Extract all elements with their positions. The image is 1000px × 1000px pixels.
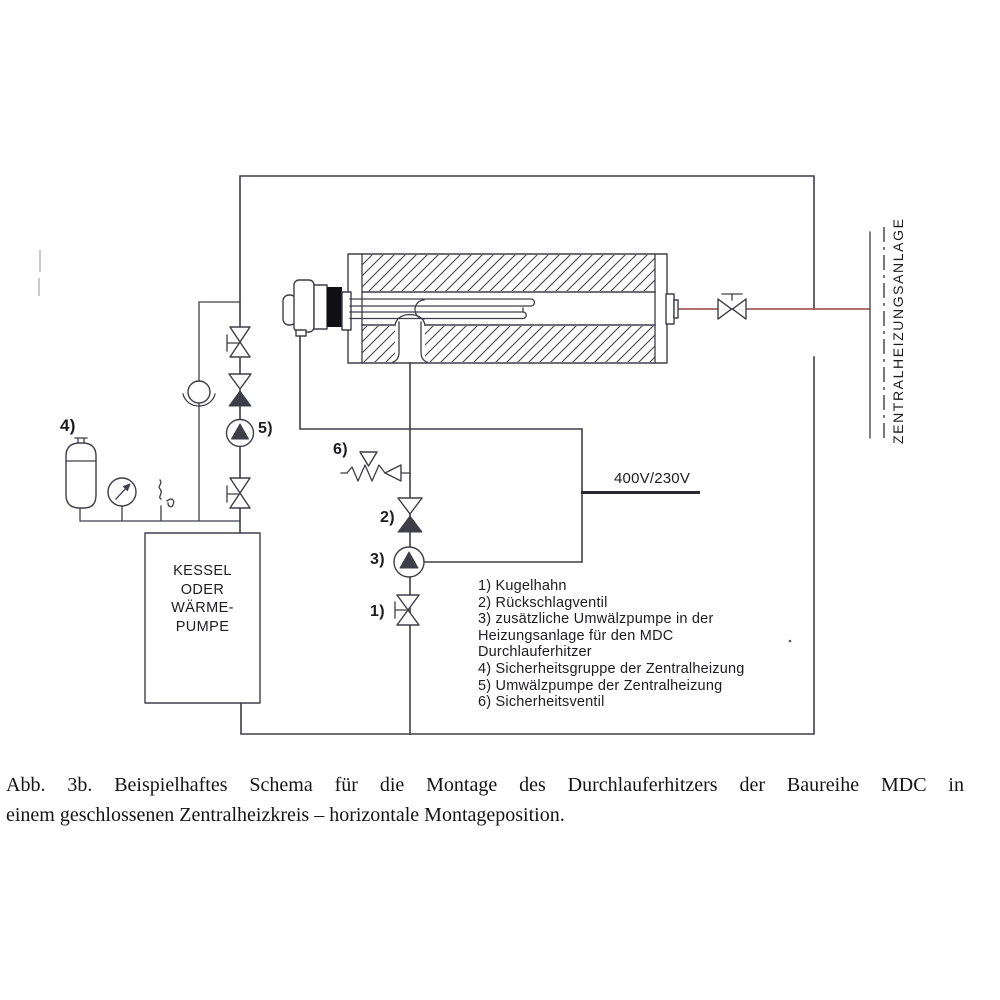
kessel-label-line: PUMPE [175, 618, 230, 635]
callout-1: 1) [370, 603, 385, 620]
kessel-label-line: ODER [180, 581, 225, 598]
zentral-boundary [870, 227, 884, 443]
legend-line: Durchlauferhitzer [478, 644, 592, 661]
legend-line: 5) Umwälzpumpe der Zentralheizung [478, 677, 723, 694]
gland-black-band [327, 287, 342, 327]
legend [478, 578, 745, 711]
safety-valve-6 [341, 452, 410, 481]
legend-line: 1) Kugelhahn [478, 578, 567, 594]
pump-3 [394, 547, 424, 577]
zentral-label: ZENTRALHEIZUNGSANLAGE [890, 217, 906, 444]
outlet-fitting [666, 294, 678, 324]
heater-insulation-bottom-left [362, 326, 395, 362]
funnel-symbol [183, 381, 215, 406]
ball-valve-riser-top [227, 327, 250, 357]
legend-line: 3) zusätzliche Umwälzpumpe in der [478, 611, 714, 628]
callout-6: 6) [333, 441, 348, 458]
power-label: 400V/230V [614, 470, 691, 487]
kessel-label-line: KESSEL [173, 563, 232, 579]
heater-insulation-bottom-right [425, 326, 655, 362]
ball-valve-outlet [718, 294, 746, 319]
safety-group [66, 438, 174, 508]
legend-line: Heizungsanlage für den MDC [478, 627, 674, 644]
legend-line: 6) Sicherheitsventil [478, 694, 605, 711]
pressure-gauge [108, 478, 136, 506]
callout-5: 5) [258, 420, 273, 437]
heater-unit [283, 254, 678, 363]
callout-4: 4) [60, 416, 76, 435]
power-cable [300, 332, 700, 562]
pump-5 [227, 420, 254, 447]
ball-valve-1 [395, 595, 419, 625]
callout-2: 2) [380, 509, 395, 526]
legend-line: 4) Sicherheitsgruppe der Zentralheizung [478, 660, 745, 677]
electric-gland [283, 280, 351, 336]
ball-valve-riser-bottom [227, 478, 250, 508]
kessel-label [145, 562, 260, 636]
figure-caption-line1: Abb. 3b. Beispielhaftes Schema für die Montage des Durchlauferhitzers der Baureihe MDC in [6, 774, 964, 796]
heater-insulation-top [362, 255, 655, 291]
legend-line: 2) Rückschlagventil [478, 594, 608, 611]
callout-3: 3) [370, 551, 385, 568]
kessel-label-line: WÄRME- [171, 600, 234, 616]
expansion-vessel [66, 438, 96, 508]
figure-caption-line2: einem geschlossenen Zentralheizkreis – horizontale Montageposition. [6, 804, 565, 826]
air-vent [159, 480, 173, 507]
